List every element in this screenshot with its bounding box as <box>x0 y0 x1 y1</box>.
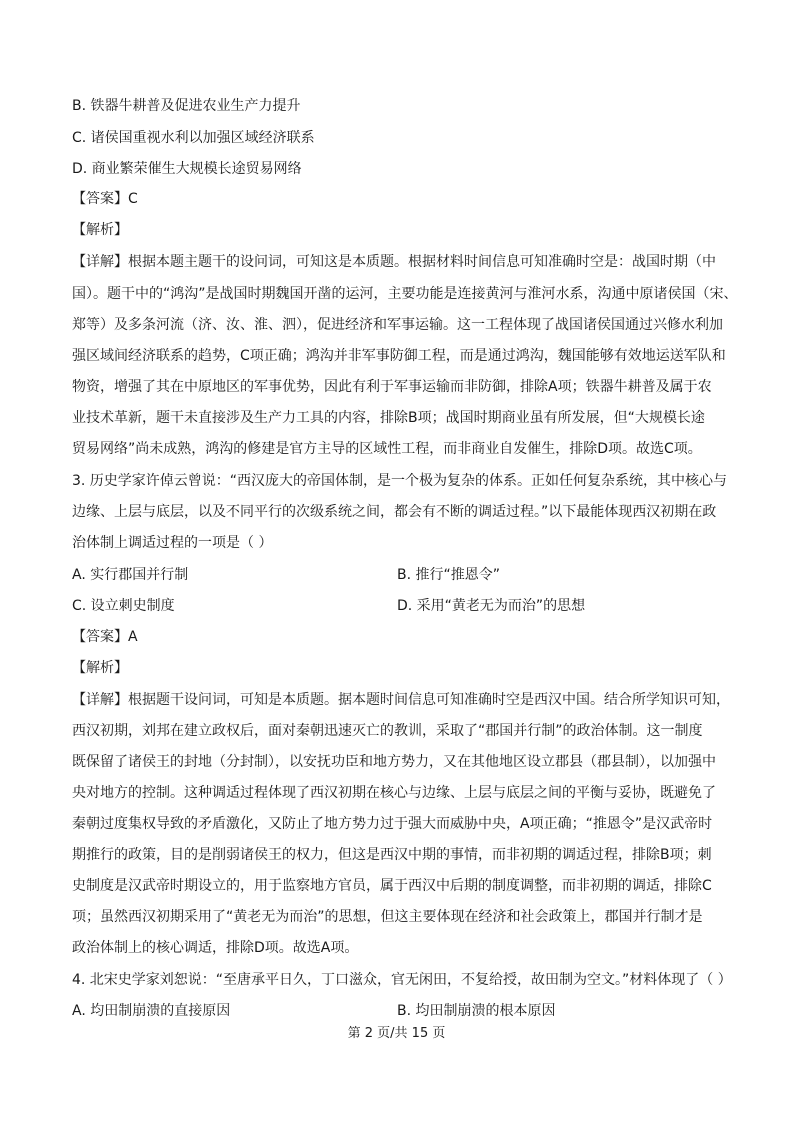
q3-analysis-title: 【解析】 <box>72 660 128 676</box>
q3-stem-line: 边缘、上层与底层，以及不同平行的次级系统之间，都会有不断的调适过程。”以下最能体现西汉初期在政 <box>72 504 717 520</box>
q3-detail-line: 秦朝过度集权导致的矛盾激化，又防止了地方势力过于强大而威胁中央，A项正确；“推恩令”是汉武帝时 <box>72 816 713 832</box>
q2-detail-line: 国）。题干中的“鸿沟”是战国时期魏国开凿的运河，主要功能是连接黄河与淮河水系，沟通中原诸侯国（宋、 <box>72 286 738 302</box>
q2-detail-line: 业技术革新，题干未直接涉及生产力工具的内容，排除B项；战国时期商业虽有所发展，但“大规模长途 <box>72 410 705 426</box>
q2-detail-line: 【详解】根据本题主题干的设问词，可知这是本质题。根据材料时间信息可知准确时空是：战国时期（中 <box>72 254 716 270</box>
q3-stem-line: 3. 历史学家许倬云曾说：“西汉庞大的帝国体制，是一个极为复杂的体系。正如任何复杂系统，其中核心与 <box>72 473 728 489</box>
q2-detail-line: 物资，增强了其在中原地区的军事优势，因此有利于军事运输而非防御，排除A项；铁器牛耕普及属于农 <box>72 379 712 395</box>
q3-option-b: B. 推行“推恩令” <box>397 567 501 583</box>
q2-detail-line: 贸易网络”尚未成熟，鸿沟的修建是官方主导的区域性工程，而非商业自发催生，排除D项。故选C项。 <box>72 441 702 457</box>
page-number: 第 2 页/共 15 页 <box>347 1026 446 1041</box>
q2-analysis-title: 【解析】 <box>72 222 128 238</box>
q2-detail-line: 郑等）及多条河流（济、汝、淮、泗），促进经济和军事运输。这一工程体现了战国诸侯国通过兴修水利加 <box>72 317 723 333</box>
q3-detail-line: 史制度是汉武帝时期设立的，用于监察地方官员，属于西汉中后期的制度调整，而非初期的调适，排除C <box>72 878 712 894</box>
q2-answer: 【答案】C <box>72 191 138 207</box>
q4-option-b: B. 均田制崩溃的根本原因 <box>397 1003 556 1019</box>
q4-stem: 4. 北宋史学家刘恕说：“至唐承平日久，丁口滋众，官无闲田，不复给授，故田制为空文。”材料体现了（ ） <box>72 972 732 988</box>
q3-detail-line: 央对地方的控制。这种调适过程体现了西汉初期在核心与边缘、上层与底层之间的平衡与妥协，既避免了 <box>72 785 716 801</box>
q3-detail-line: 政治体制上的核心调适，排除D项。故选A项。 <box>72 940 359 956</box>
q3-option-d: D. 采用“黄老无为而治”的思想 <box>397 598 586 614</box>
q3-option-a: A. 实行郡国并行制 <box>72 567 189 583</box>
q3-detail-line: 期推行的政策，目的是削弱诸侯王的权力，但这是西汉中期的事情，而非初期的调适过程，排除B项；刺 <box>72 847 712 863</box>
q3-option-c: C. 设立刺史制度 <box>72 598 175 614</box>
q3-detail-line: 既保留了诸侯王的封地（分封制），以安抚功臣和地方势力，又在其他地区设立郡县（郡县制），以加强中 <box>72 754 716 770</box>
q3-answer: 【答案】A <box>72 629 138 645</box>
q2-detail-line: 强区域间经济联系的趋势，C项正确；鸿沟并非军事防御工程，而是通过鸿沟，魏国能够有效地运送军队和 <box>72 348 726 364</box>
q4-option-a: A. 均田制崩溃的直接原因 <box>72 1003 231 1019</box>
q2-option-c: C. 诸侯国重视水利以加强区域经济联系 <box>72 130 315 146</box>
q2-option-d: D. 商业繁荣催生大规模长途贸易网络 <box>72 161 302 177</box>
q2-option-b: B. 铁器牛耕普及促进农业生产力提升 <box>72 98 301 114</box>
q3-stem-line: 治体制上调适过程的一项是（ ） <box>72 535 273 551</box>
q3-detail-line: 西汉初期，刘邦在建立政权后，面对秦朝迅速灭亡的教训，采取了“郡国并行制”的政治体制。这一制度 <box>72 723 703 739</box>
q3-detail-line: 项；虽然西汉初期采用了“黄老无为而治”的思想，但这主要体现在经济和社会政策上，郡国并行制才是 <box>72 909 703 925</box>
q3-detail-line: 【详解】根据题干设问词，可知是本质题。据本题时间信息可知准确时空是西汉中国。结合所学知识可知， <box>72 692 730 708</box>
